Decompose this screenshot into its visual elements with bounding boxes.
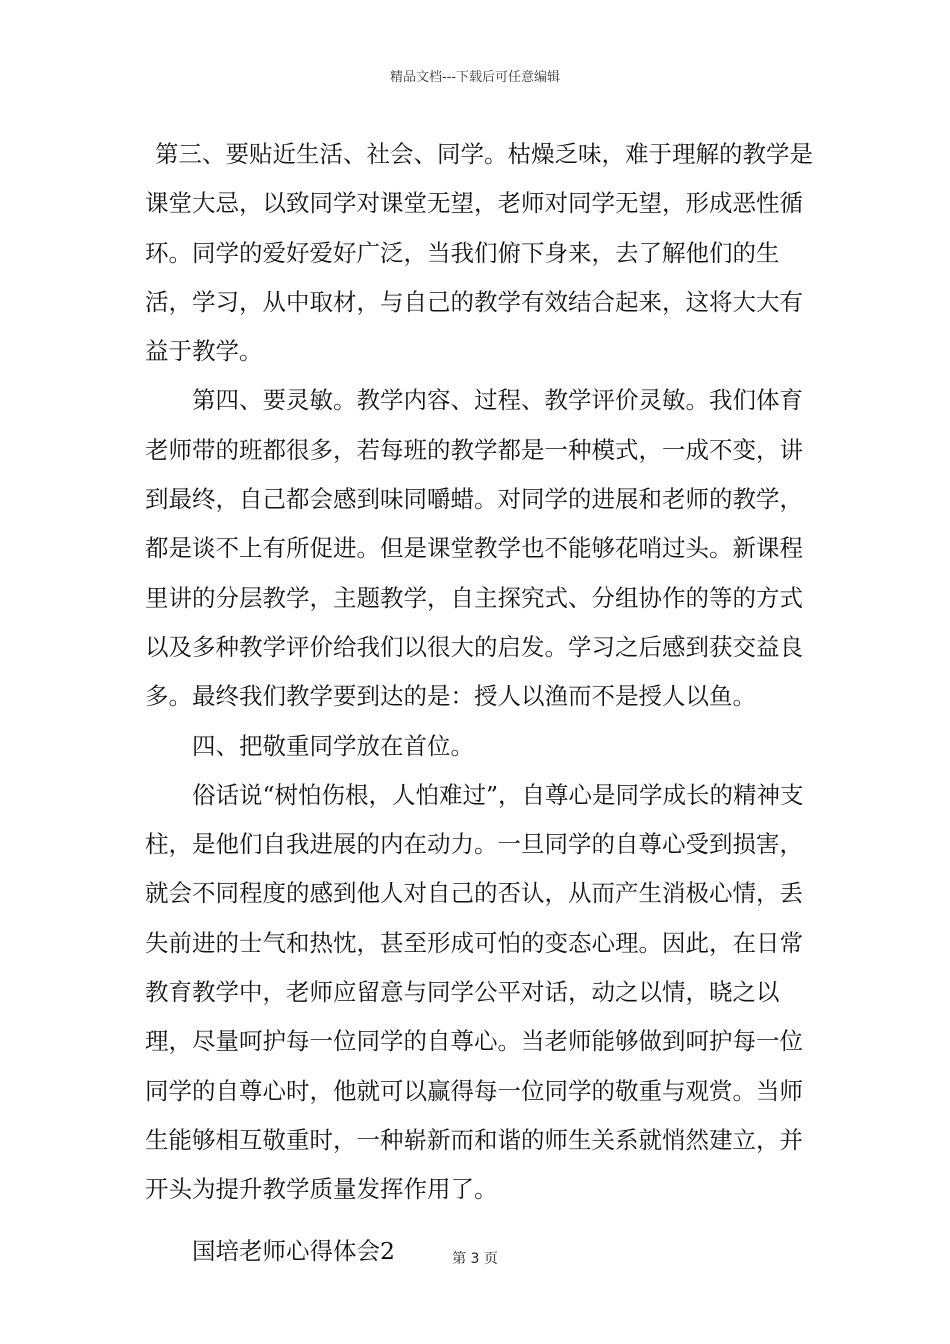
section-title-2: 国培老师心得体会2 bbox=[192, 1236, 395, 1265]
document-body bbox=[145, 130, 825, 1276]
paragraph-4: 第四、要灵敏。教学内容、过程、教学评价灵敏。我们体育老师带的班都很多，若每班的教学都是一种模式，一成不变，讲到最终，自己都会感到味同嚼蜡。对同学的进展和老师的教学，都是谈不上有所促进。但是课堂教学也不能够花哨过头。新课程里讲的分层教学，主题教学，自主探究式、分组协作的等的方式以及多种教学评价给我们以很大的启发。学习之后感到获交益良多。最终我们教学要到达的是：授人以渔而不是授人以鱼。 bbox=[145, 386, 803, 711]
section-heading: 四、把敬重同学放在首位。 bbox=[192, 731, 474, 760]
page-header: 精品文档---下载后可任意编辑 bbox=[389, 70, 561, 85]
paragraph-respect: 俗话说“树怕伤根，人怕难过”，自尊心是同学成长的精神支柱，是他们自我进展的内在动力。一旦同学的自尊心受到损害，就会不同程度的感到他人对自己的否认，从而产生消极心情，丢失前进的士气和热忱，甚至形成可怕的变态心理。因此，在日常教育教学中，老师应留意与同学公平对话，动之以情，晓之以理，尽量呵护每一位同学的自尊心。当老师能够做到呵护每一位同学的自尊心时，他就可以赢得每一位同学的敬重与观赏。当师生能够相互敬重时，一种崭新而和谐的师生关系就悄然建立，并开头为提升教学质量发挥作用了。 bbox=[145, 780, 804, 1204]
paragraph-3: 第三、要贴近生活、社会、同学。枯燥乏味，难于理解的教学是课堂大忌，以致同学对课堂无望，老师对同学无望，形成恶性循环。同学的爱好爱好广泛，当我们俯下身来，去了解他们的生活，学习，从中取材，与自己的教学有效结合起来，这将大大有益于教学。 bbox=[145, 140, 813, 366]
page-number: 第 3 页 bbox=[452, 1251, 498, 1267]
